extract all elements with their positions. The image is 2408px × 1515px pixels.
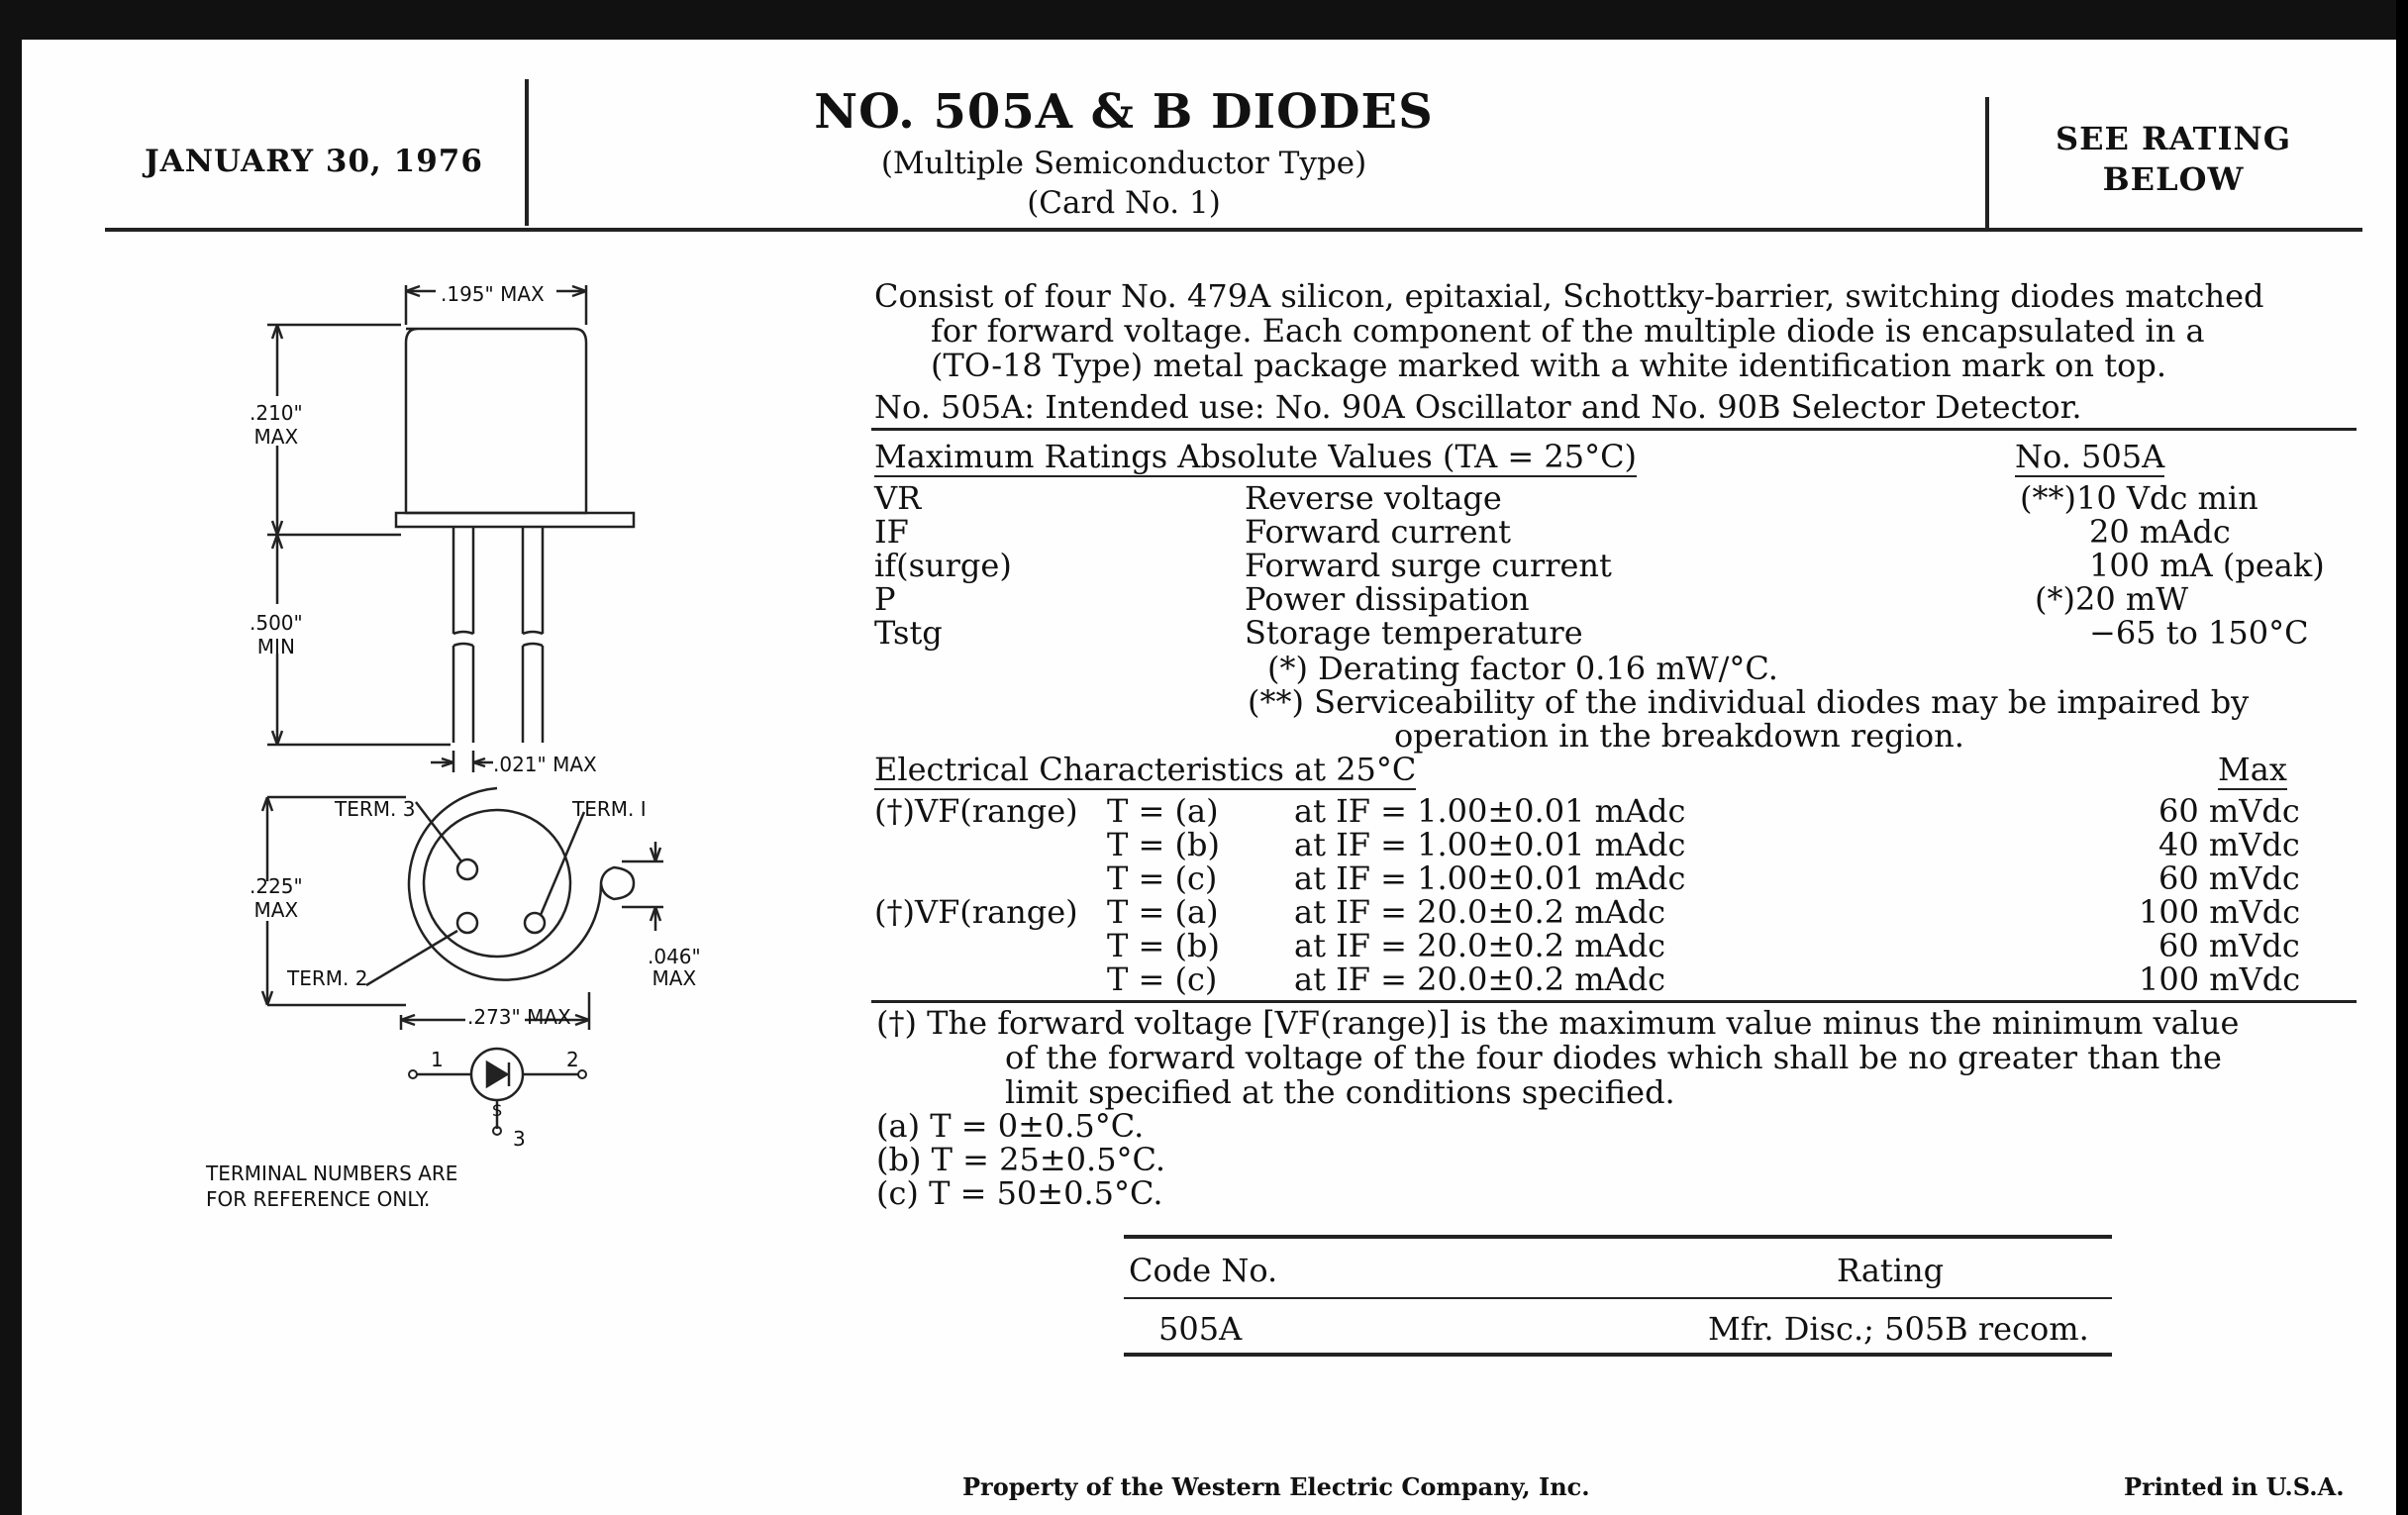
terminal-note-line1: TERMINAL NUMBERS ARE <box>206 1162 458 1185</box>
rating-symbol: P <box>874 580 896 618</box>
ec-test: at IF = 1.00±0.01 mAdc <box>1294 792 1686 830</box>
description-rule <box>871 428 2357 431</box>
rating-value: 100 mA (peak) <box>2089 547 2325 584</box>
lead-upper <box>453 527 543 634</box>
range-note-line3: limit specified at the conditions specified. <box>1005 1073 1675 1111</box>
dim-lead-value: .500" <box>250 611 303 635</box>
symbol-terminal-2: 2 <box>566 1048 579 1071</box>
card-number: (Card No. 1) <box>1027 185 1221 221</box>
rating-note-line2: BELOW <box>2102 160 2245 198</box>
electrical-col-heading: Max <box>2218 751 2287 788</box>
ec-cond: T = (b) <box>1107 826 1220 863</box>
header-divider-left <box>525 79 529 226</box>
rating-note <box>2010 119 2337 200</box>
terminal-note <box>206 1161 457 1212</box>
code-table-bottom-rule <box>1124 1353 2112 1357</box>
derating-note: (*) Derating factor 0.16 mW/°C. <box>1267 650 1778 687</box>
dim-tab-unit: MAX <box>652 966 697 990</box>
rating-symbol: Tstg <box>874 614 943 652</box>
symbol-terminal-1: 1 <box>431 1048 444 1071</box>
rating-symbol: IF <box>874 513 909 551</box>
dim-lead-unit: MIN <box>256 635 295 658</box>
footer-property: Property of the Western Electric Company, Inc. <box>962 1472 1590 1501</box>
ec-max: 60 mVdc <box>2158 927 2300 964</box>
ec-cond: T = (b) <box>1107 927 1220 964</box>
rating-desc: Forward surge current <box>1245 547 1612 584</box>
code-table-col-rating: Rating <box>1837 1252 1945 1289</box>
condition-c: (c) T = 50±0.5°C. <box>876 1174 1163 1212</box>
description-line3: (TO-18 Type) metal package marked with a white identification mark on top. <box>931 347 2166 384</box>
can-body <box>406 329 586 513</box>
rating-value: (*)20 mW <box>2035 580 2189 618</box>
code-table-col-code: Code No. <box>1129 1252 1278 1289</box>
max-ratings-col-heading: No. 505A <box>2015 438 2165 475</box>
symbol-terminal-3: 3 <box>513 1127 526 1151</box>
dim-lead-dia-label: .021" MAX <box>493 753 597 776</box>
dim-base-unit: MAX <box>253 898 299 922</box>
condition-a: (a) T = 0±0.5°C. <box>876 1107 1145 1145</box>
group-label-1: (†)VF(range) <box>874 792 1078 830</box>
page-subtitle: (Multiple Semiconductor Type) <box>880 146 1367 181</box>
dim-tab-label <box>648 946 701 989</box>
header-divider-right <box>1985 97 1989 228</box>
can-flange <box>396 513 634 527</box>
ec-cond: T = (a) <box>1107 893 1219 931</box>
ec-max: 60 mVdc <box>2158 792 2300 830</box>
max-ratings-heading: Maximum Ratings Absolute Values (TA = 25°C) <box>874 438 1638 475</box>
rating-desc: Storage temperature <box>1245 614 1583 652</box>
terminal-note-line2: FOR REFERENCE ONLY. <box>206 1187 431 1211</box>
condition-b: (b) T = 25±0.5°C. <box>876 1141 1166 1178</box>
rating-desc: Forward current <box>1245 513 1511 551</box>
dim-height-label <box>250 401 303 449</box>
rating-value: 20 mAdc <box>2089 513 2231 551</box>
footer-printed: Printed in U.S.A. <box>2124 1472 2345 1501</box>
rating-desc: Power dissipation <box>1245 580 1530 618</box>
breakdown-note-line2: operation in the breakdown region. <box>1394 717 1964 755</box>
code-number: 505A <box>1158 1310 1243 1348</box>
term2-label: TERM. 2 <box>287 966 368 990</box>
dim-base-width-label: .273" MAX <box>467 1005 571 1029</box>
ec-cond: T = (a) <box>1107 792 1219 830</box>
intended-use: No. 505A: Intended use: No. 90A Oscillator and No. 90B Selector Detector. <box>874 388 2082 426</box>
dim-width-label: .195" MAX <box>441 282 545 306</box>
header-title-block <box>554 84 1693 221</box>
rating-symbol: if(surge) <box>874 547 1012 584</box>
range-note-line2: of the forward voltage of the four diodes which shall be no greater than the <box>1005 1039 2222 1076</box>
code-table-header-rule <box>1124 1297 2112 1299</box>
page-title: NO. 505A & B DIODES <box>814 84 1434 140</box>
ec-cond: T = (c) <box>1107 960 1218 998</box>
dim-lead-label <box>250 611 303 658</box>
dim-base-value: .225" <box>250 874 303 898</box>
rating-symbol: VR <box>874 479 922 517</box>
rating-note-line1: SEE RATING <box>2055 120 2292 157</box>
rating-value: (**)10 Vdc min <box>2020 479 2258 517</box>
code-table-top-rule <box>1124 1235 2112 1239</box>
group-label-2: (†)VF(range) <box>874 893 1078 931</box>
ec-test: at IF = 1.00±0.01 mAdc <box>1294 826 1686 863</box>
lead-lower <box>453 646 543 743</box>
rating-value: −65 to 150°C <box>2089 614 2309 652</box>
ec-max: 40 mVdc <box>2158 826 2300 863</box>
term3-label: TERM. 3 <box>335 797 416 821</box>
term1-label: TERM. I <box>572 797 647 821</box>
ec-max: 100 mVdc <box>2139 893 2301 931</box>
ec-test: at IF = 20.0±0.2 mAdc <box>1294 927 1666 964</box>
ec-test: at IF = 20.0±0.2 mAdc <box>1294 893 1666 931</box>
breakdown-note-line1: (**) Serviceability of the individual diodes may be impaired by <box>1248 683 2250 721</box>
symbol-shield: S <box>492 1101 503 1120</box>
ec-cond: T = (c) <box>1107 859 1218 897</box>
range-note-line1: (†) The forward voltage [VF(range)] is the maximum value minus the minimum value <box>876 1004 2240 1042</box>
rating-desc: Reverse voltage <box>1245 479 1502 517</box>
description-line1: Consist of four No. 479A silicon, epitaxial, Schottky-barrier, switching diodes matched <box>874 277 2264 315</box>
ec-max: 100 mVdc <box>2139 960 2301 998</box>
ec-max: 60 mVdc <box>2158 859 2300 897</box>
electrical-heading: Electrical Characteristics at 25°C <box>874 751 1417 788</box>
code-rating: Mfr. Disc.; 505B recom. <box>1708 1310 2089 1348</box>
dim-tab-value: .046" <box>648 945 701 968</box>
header-rule <box>105 228 2362 232</box>
ec-test: at IF = 20.0±0.2 mAdc <box>1294 960 1666 998</box>
electrical-rule <box>871 1000 2357 1003</box>
dim-height-unit: MAX <box>253 425 299 449</box>
description-line2: for forward voltage. Each component of the multiple diode is encapsulated in a <box>931 312 2205 350</box>
ec-test: at IF = 1.00±0.01 mAdc <box>1294 859 1686 897</box>
issue-date: JANUARY 30, 1976 <box>145 144 483 179</box>
dim-base-label <box>250 874 303 922</box>
dim-height-value: .210" <box>250 401 303 425</box>
